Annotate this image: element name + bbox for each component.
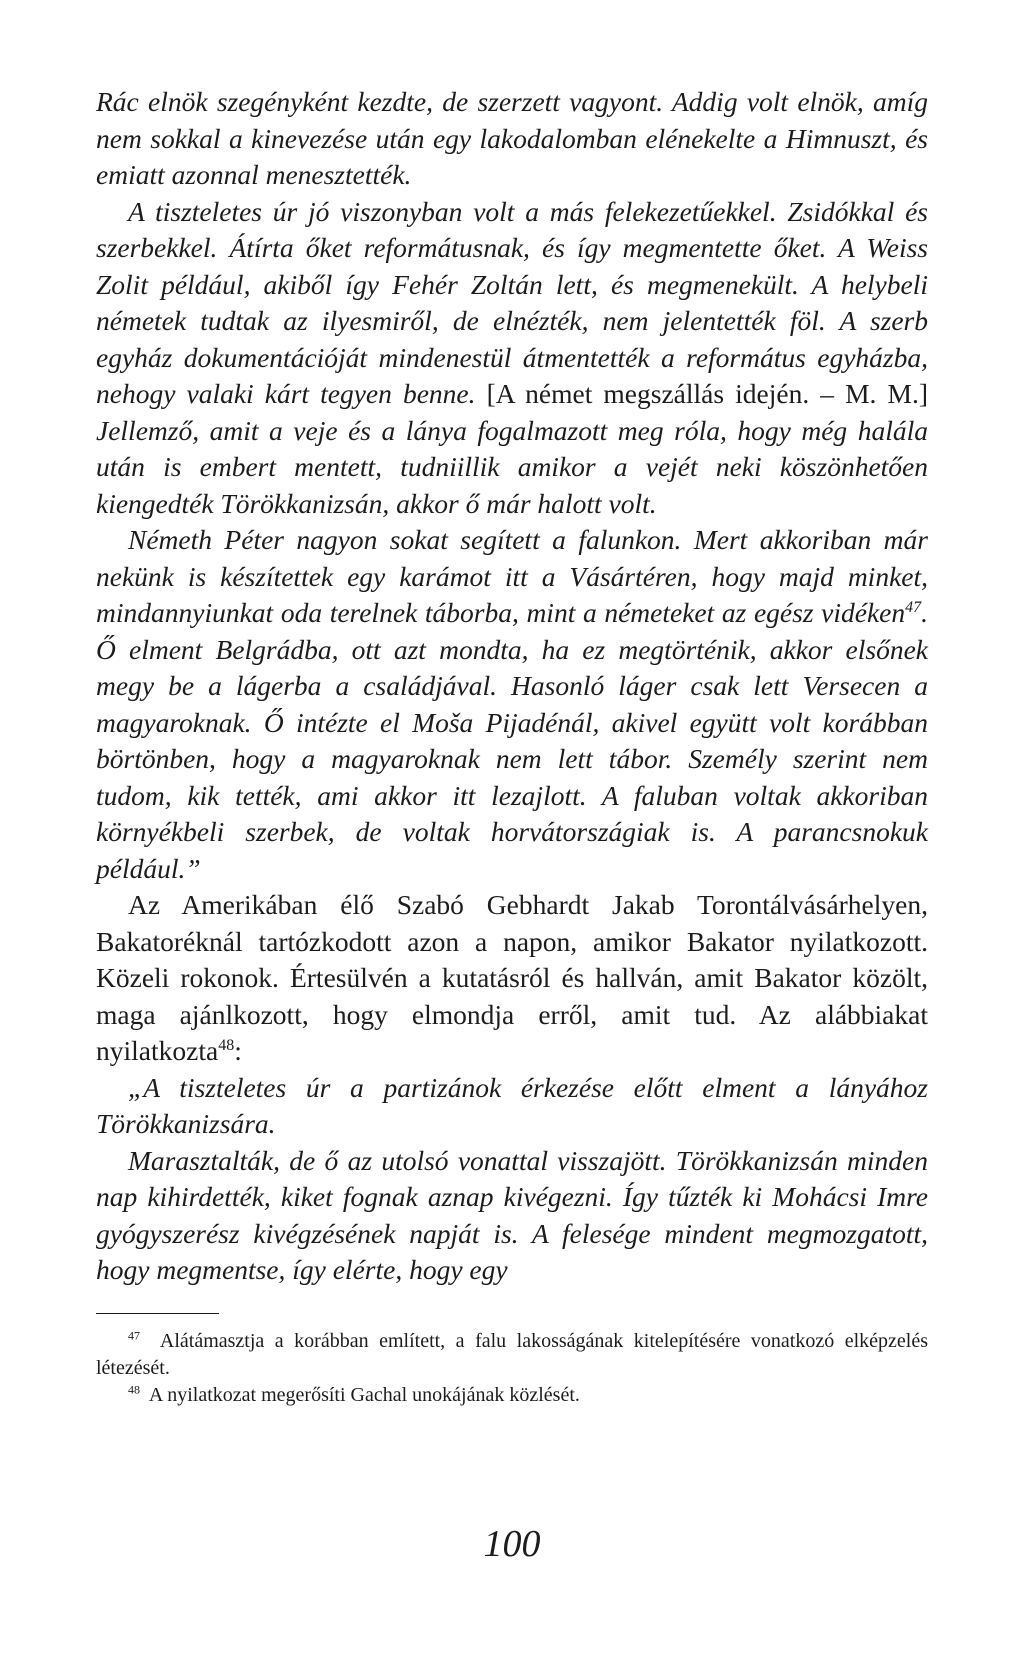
footnote-47 [96, 1328, 928, 1382]
footnote-divider [96, 1313, 219, 1314]
page-body [96, 84, 928, 1409]
footnote-number: 48 [128, 1381, 140, 1396]
paragraph-2-italic-a: A tiszteletes úr jó viszonyban volt a más felekezetűekkel. Zsidókkal és szerbekkel. Átírta őket reformátusnak, és így megmentette őket. A Weiss Zolit például, akiből így Fehér Zoltán lett, és megmenekült. A helybeli németek tudtak az ilyesmiről, de elnézték, nem jelentették föl. A szerb egyház dokumentációját mindenestül átmentették a református egyházba, nehogy valaki kárt tegyen benne. [96, 195, 928, 409]
paragraph-1: Rác elnök szegényként kezdte, de szerzett vagyont. Addig volt elnök, amíg nem sokkal a kinevezése után egy lakodalomban elénekelte a Himnuszt, és emiatt azonnal menesztették. [96, 86, 928, 190]
paragraph-4 [96, 887, 928, 1070]
footnote-number: 47 [128, 1327, 140, 1342]
footnote-48 [96, 1382, 928, 1409]
paragraph-2-italic-b: Jellemző, amit a veje és a lánya fogalmazott meg róla, hogy még halála után is embert mentett, tudniillik amikor a vejét neki köszönhetően kiengedték Törökkanizsán, akkor ő már halott volt. [96, 414, 928, 519]
footnote-text: Alátámasztja a korábban említett, a falu lakosságának kitelepítésére vonatkozó elképzelés létezését. [96, 1329, 928, 1379]
paragraph-3 [96, 522, 928, 887]
paragraph-6: Marasztalták, de ő az utolsó vonattal visszajött. Törökkanizsán minden nap kihirdették, kiket fognak aznap kivégezni. Így tűzték ki Mohácsi Imre gyógyszerész kivégzésének napját is. A felesége mindent megmozgatott, hogy megmentse, így elérte, hogy egy [96, 1144, 928, 1285]
paragraph-5: „A tiszteletes úr a partizánok érkezése előtt elment a lányához Törökkanizsára. [96, 1071, 928, 1139]
paragraph-4-text-a: Az Amerikában élő Szabó Gebhardt Jakab Torontálvásárhelyen, Bakatoréknál tartózkodott azon a napon, amikor Bakator nyilatkozott. Közeli rokonok. Értesülvén a kutatásról és hallván, amit Bakator közölt, maga ajánlkozott, hogy elmondja erről, amit tud. Az alábbiakat nyilatkozta [96, 889, 928, 1066]
editor-note: [A német megszállás idején. – M. M.] [486, 378, 928, 409]
footnote-ref-47[interactable]: 47 [905, 598, 922, 616]
paragraph-3-text-a: Németh Péter nagyon sokat segített a falunkon. Mert akkoriban már nekünk is készítettek egy karámot itt a Vásártéren, hogy majd minket, mindannyiunkat oda terelnek táborba, mint a németeket az egész vidéken [96, 524, 928, 628]
footnote-ref-48[interactable]: 48 [218, 1036, 235, 1054]
page-number: 100 [483, 1523, 541, 1565]
paragraph-3-text-b: . Ő elment Belgrádba, ott azt mondta, ha ez megtörténik, akkor elsőnek megy be a lágerba a családjával. Hasonló láger csak lett Versecen a magyaroknak. Ő intézte el Moša Pijadénál, akivel együtt volt korábban börtönben, hogy a magyaroknak nem lett tábor. Személy szerint nem tudom, kik tették, ami akkor itt lezajlott. A faluban voltak akkoriban környékbeli szerbek, de voltak horvátországiak is. A parancsnokuk például.” [96, 597, 928, 884]
paragraph-2 [96, 194, 928, 523]
footnote-text: A nyilatkozat megerősíti Gachal unokájának közlését. [148, 1383, 580, 1406]
paragraph-4-text-b: : [234, 1035, 242, 1066]
